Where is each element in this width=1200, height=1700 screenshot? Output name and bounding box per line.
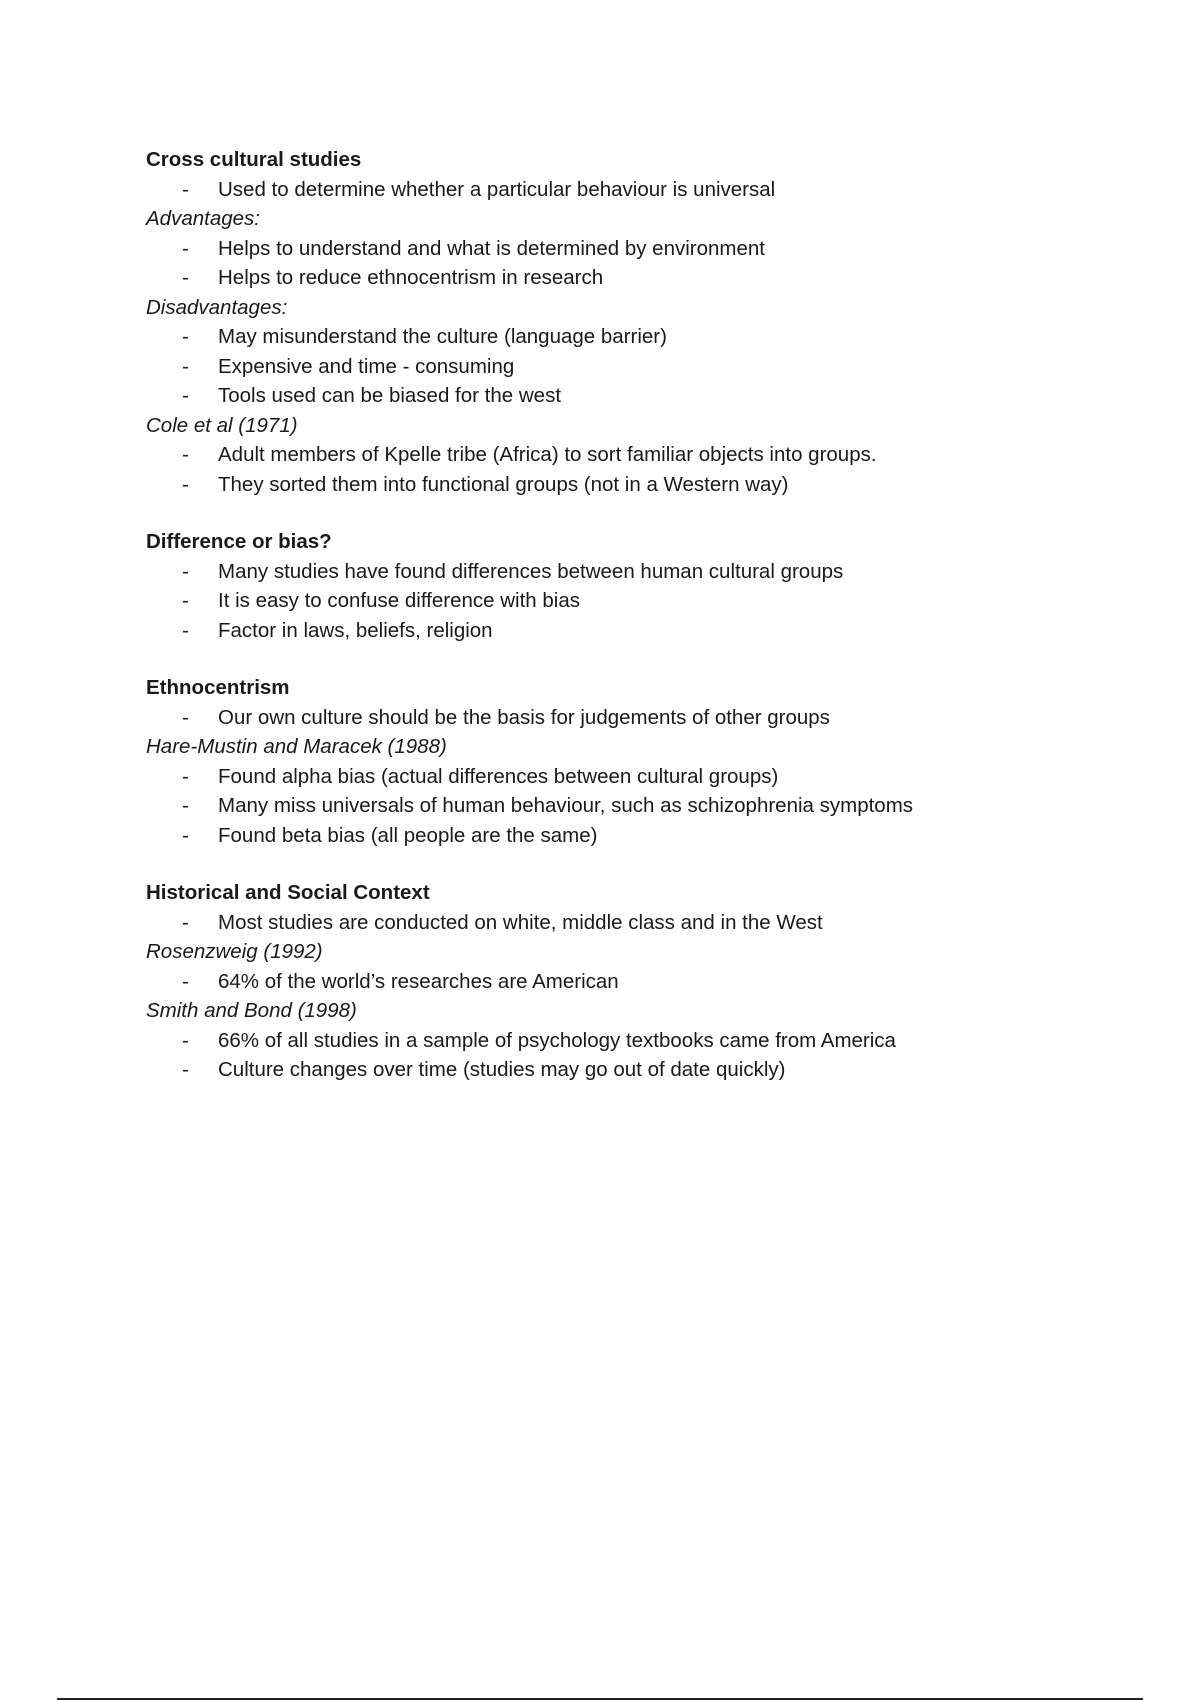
bullet-dash: - (182, 1058, 189, 1081)
list-item: - Many studies have found differences between human cultural groups (146, 557, 1106, 587)
list-item: - Found alpha bias (actual differences between cultural groups) (146, 762, 1106, 792)
notes-content (146, 145, 1106, 1085)
list-item: - Helps to understand and what is determined by environment (146, 234, 1106, 264)
bullet-dash: - (182, 443, 189, 466)
list-item: - May misunderstand the culture (language barrier) (146, 322, 1106, 352)
list-item: - Our own culture should be the basis for judgements of other groups (146, 703, 1106, 733)
section-heading: Historical and Social Context (146, 881, 430, 904)
list-item: - Factor in laws, beliefs, religion (146, 616, 1106, 646)
section-difference-or-bias (146, 527, 1106, 645)
list-item: - They sorted them into functional groups (not in a Western way) (146, 470, 1106, 500)
list-item: - Many miss universals of human behaviour, such as schizophrenia symptoms (146, 791, 1106, 821)
subheading: Hare-Mustin and Maracek (1988) (146, 735, 447, 758)
bullet-dash: - (182, 1028, 189, 1052)
bullet-dash: - (182, 177, 189, 201)
bullet-dash: - (182, 266, 189, 289)
bullet-dash: - (182, 705, 189, 729)
section-heading: Ethnocentrism (146, 676, 290, 699)
bullet-dash: - (182, 589, 189, 612)
subheading: Cole et al (1971) (146, 413, 298, 437)
section-spacer (146, 499, 1106, 527)
section-spacer (146, 645, 1106, 673)
list-item: - Expensive and time - consuming (146, 352, 1106, 382)
bullet-dash: - (182, 384, 189, 407)
list-item: - It is easy to confuse difference with bias (146, 586, 1106, 616)
list-item: - 64% of the world’s researches are American (146, 967, 1106, 997)
bullet-dash: - (182, 823, 189, 847)
section-heading: Cross cultural studies (146, 148, 362, 171)
list-item: - Culture changes over time (studies may go out of date quickly) (146, 1055, 1106, 1085)
list-item: - Helps to reduce ethnocentrism in research (146, 263, 1106, 293)
list-item: - Tools used can be biased for the west (146, 381, 1106, 411)
section-cross-cultural-studies (146, 145, 1106, 499)
bullet-dash: - (182, 910, 189, 934)
list-item: - Found beta bias (all people are the same) (146, 821, 1106, 851)
section-ethnocentrism (146, 673, 1106, 850)
bullet-dash: - (182, 969, 189, 993)
bullet-dash: - (182, 559, 189, 583)
bullet-dash: - (182, 325, 189, 348)
subheading: Disadvantages: (146, 295, 288, 319)
list-item: - 66% of all studies in a sample of psychology textbooks came from America (146, 1026, 1106, 1056)
bullet-dash: - (182, 618, 189, 642)
list-item: - Adult members of Kpelle tribe (Africa) to sort familiar objects into groups. (146, 440, 1106, 470)
subheading: Smith and Bond (1998) (146, 999, 357, 1022)
bullet-dash: - (182, 472, 189, 496)
list-item: - Used to determine whether a particular behaviour is universal (146, 175, 1106, 205)
bullet-dash: - (182, 764, 189, 788)
section-historical-social-context (146, 878, 1106, 1085)
section-heading: Difference or bias? (146, 530, 332, 553)
subheading: Rosenzweig (1992) (146, 940, 323, 963)
section-spacer (146, 850, 1106, 878)
list-item: - Most studies are conducted on white, middle class and in the West (146, 908, 1106, 938)
bullet-dash: - (182, 794, 189, 817)
bullet-dash: - (182, 354, 189, 378)
bullet-dash: - (182, 236, 189, 260)
subheading: Advantages: (146, 207, 260, 230)
